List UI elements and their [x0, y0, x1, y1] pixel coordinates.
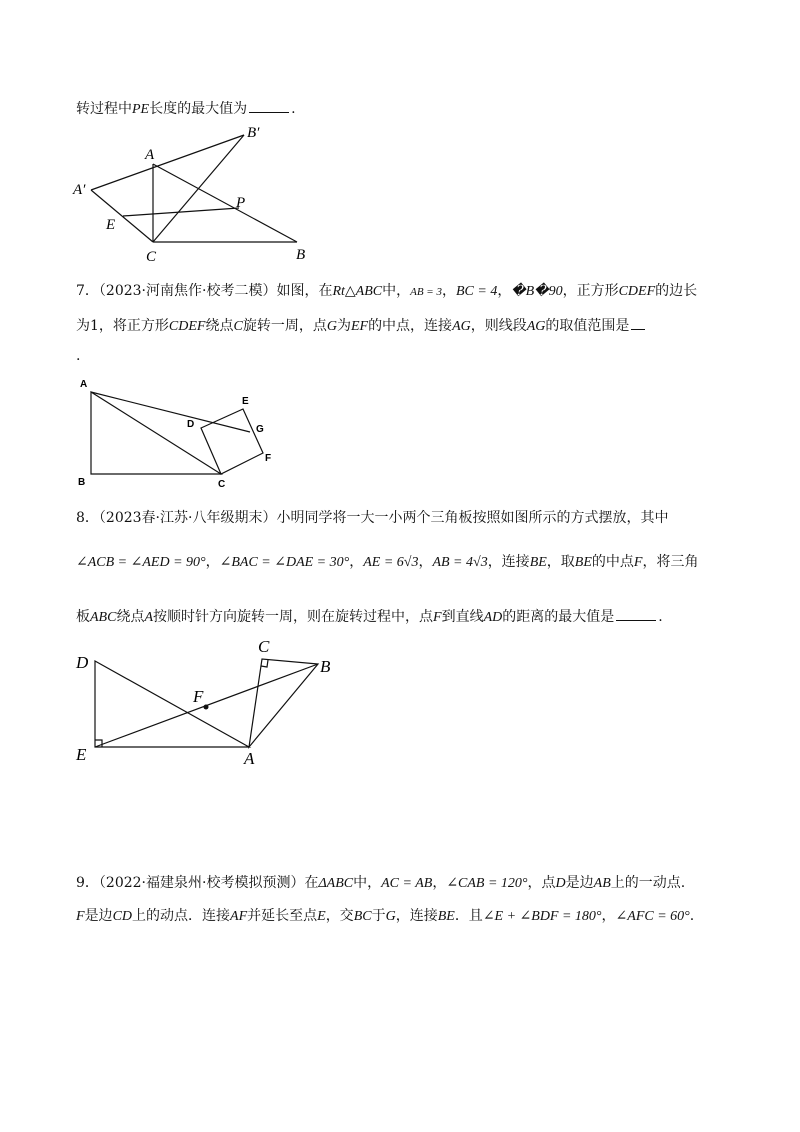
text: 到直线 [441, 609, 484, 625]
text: . [689, 908, 695, 924]
text: 的中点 [591, 554, 634, 570]
text: 绕点 [116, 609, 145, 625]
math: CDEF [618, 284, 656, 299]
math: CDEF [168, 319, 206, 334]
math-pe: PE [132, 102, 150, 117]
math: BE [437, 909, 455, 924]
text: 板 [76, 609, 90, 625]
math: ∠AFC = 60° [615, 909, 690, 924]
text: 的距离的最大值是 [502, 609, 615, 625]
math: G [385, 909, 396, 924]
math: BC = 4 [455, 284, 498, 299]
text: 的取值范围是 [545, 318, 630, 334]
math: AB = 4√3 [432, 555, 488, 570]
math: F [76, 909, 85, 924]
label-b: B [296, 247, 306, 263]
math: AC = AB [381, 876, 433, 891]
math: ΔABC [318, 876, 354, 891]
math: AB [593, 876, 611, 891]
text: ，连接 [395, 908, 438, 924]
text: ，取 [546, 554, 575, 570]
label-e: E [76, 745, 87, 764]
math: E [317, 909, 326, 924]
triangle-ade [95, 661, 249, 747]
text: 中， [382, 283, 411, 299]
text: 为 [336, 318, 351, 334]
text: 绕点 [205, 318, 234, 334]
text: 在 [304, 875, 319, 891]
text: 的边长 [655, 283, 698, 299]
math: CD [112, 909, 133, 924]
question-source: （2023春·江苏·八年级期末） [98, 510, 277, 526]
text: 上的动点．连接 [132, 908, 231, 924]
text: ，点 [527, 875, 556, 891]
text: ，将三角 [642, 554, 699, 570]
text: ， [497, 283, 512, 299]
text: . [291, 101, 296, 117]
text: 并延长至点 [247, 908, 318, 924]
text: ，正方形 [562, 283, 619, 299]
question-source: （2022·福建泉州·校考模拟预测） [98, 875, 305, 891]
math: A [144, 610, 154, 625]
question-source: （2023·河南焦作·校考二模） [98, 283, 277, 299]
label-p: P [236, 195, 246, 211]
text: ， [205, 554, 220, 570]
text: . [658, 609, 663, 625]
text: ，连接 [487, 554, 530, 570]
label-e: E [106, 217, 116, 233]
text: ，交 [325, 908, 354, 924]
math: �B�90 [511, 284, 563, 299]
text: ， [418, 554, 433, 570]
label-b: B [320, 657, 331, 676]
text: ， [601, 908, 616, 924]
text: ， [432, 875, 447, 891]
text: 是边 [84, 908, 113, 924]
text: 中， [353, 875, 382, 891]
label-f: F [193, 687, 204, 706]
label-d: D [76, 653, 89, 672]
math: G [326, 319, 337, 334]
math: EF [350, 319, 369, 334]
text: 是边 [565, 875, 594, 891]
question-number: 9． [76, 875, 99, 891]
math: AE = 6√3 [363, 555, 419, 570]
text: 于 [371, 908, 386, 924]
label-g: G [256, 424, 264, 435]
text: 长度的最大值为 [149, 101, 248, 117]
triangle-abc [249, 659, 318, 747]
text: 按顺时针方向旋转一周，则在旋转过程中，点 [153, 609, 434, 625]
text: ， [441, 283, 456, 299]
label-e: E [242, 396, 249, 407]
label-c: C [218, 479, 226, 490]
text: 的中点，连接 [368, 318, 453, 334]
text: 如图，在 [276, 283, 333, 299]
text: 上的一动点. [610, 875, 686, 891]
math: ∠CAB = 120° [446, 876, 528, 891]
text: 转过程中 [76, 101, 132, 117]
label-a: A [244, 749, 255, 768]
label-d: D [187, 419, 195, 430]
math: AG [452, 319, 471, 334]
math: AF [230, 909, 248, 924]
label-a-prime: A′ [73, 182, 86, 198]
text: 小明同学将一大一小两个三角板按照如图所示的方式摆放，其中 [276, 510, 669, 526]
label-c: C [258, 637, 270, 656]
math: AD [483, 610, 503, 625]
question-number: 7． [76, 283, 99, 299]
math: F [633, 555, 643, 570]
label-b: B [78, 477, 86, 488]
text: 为1，将正方形 [76, 318, 169, 334]
q9-line-1 [76, 873, 685, 894]
math: ABC [90, 610, 117, 625]
text: . [76, 348, 81, 364]
label-c: C [146, 249, 157, 265]
math: AG [526, 319, 546, 334]
text: ．且 [454, 908, 483, 924]
math: BE [574, 555, 592, 570]
math: BC [353, 909, 372, 924]
question-number: 8． [76, 510, 99, 526]
label-f: F [265, 453, 272, 464]
math: D [555, 876, 566, 891]
math: Rt△ABC [332, 284, 383, 299]
math: ∠ACB = ∠AED = 90° [76, 555, 206, 570]
label-b-prime: B′ [247, 125, 260, 141]
q9-line-2 [76, 906, 694, 927]
math: C [233, 319, 243, 334]
text: ， [349, 554, 364, 570]
math: ∠E + ∠BDF = 180° [482, 909, 602, 924]
math: AB = 3 [410, 286, 442, 298]
math: BE [529, 555, 547, 570]
text: ，则线段 [470, 318, 527, 334]
text: 旋转一周，点 [242, 318, 327, 334]
label-a: A [145, 147, 155, 163]
label-a: A [80, 379, 88, 390]
point-f [204, 705, 209, 710]
math: ∠BAC = ∠DAE = 30° [219, 555, 350, 570]
math: F [433, 610, 442, 625]
